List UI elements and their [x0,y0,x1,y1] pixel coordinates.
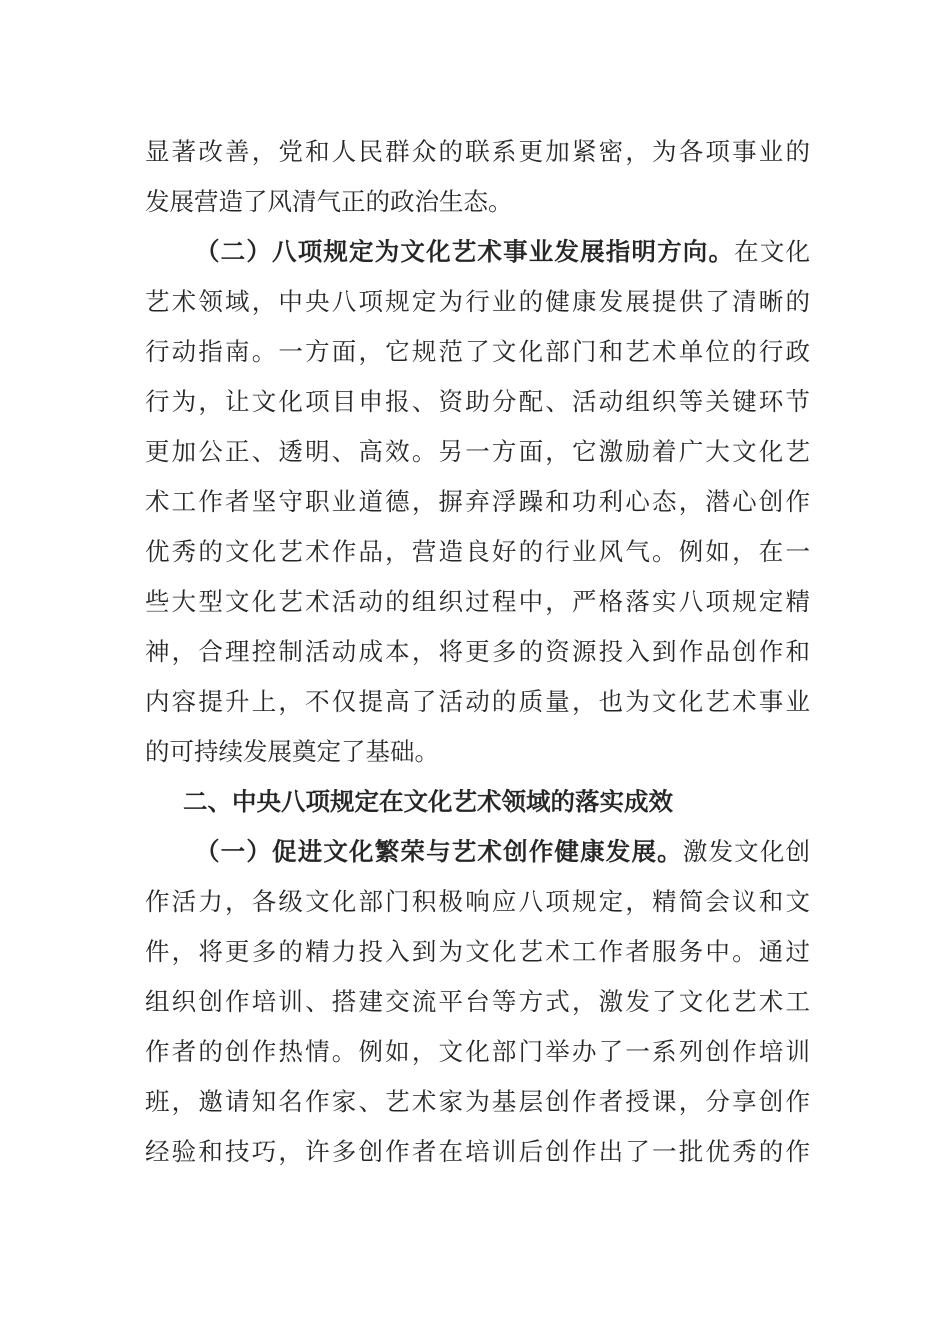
subsection-heading-line [195,827,810,877]
text-line: 更加公正、透明、高效。另一方面，它激励着广大文化艺 [145,437,810,466]
text-line: 件，将更多的精力投入到为文化艺术工作者服务中。通过 [145,937,810,966]
text-fragment: 激发文化创 [682,837,810,866]
text-line: 神，合理控制活动成本，将更多的资源投入到作品创作和 [145,637,810,666]
text-line: 发展营造了风清气正的政治生态。 [145,187,513,216]
text-line: 行为，让文化项目申报、资助分配、活动组织等关键环节 [145,387,810,416]
text-line: 经验和技巧，许多创作者在培训后创作出了一批优秀的作 [145,1137,810,1166]
subsection-heading-line [195,227,810,277]
subsection-heading: （一）促进文化繁荣与艺术创作健康发展。 [195,837,683,866]
text-line: 显著改善，党和人民群众的联系更加紧密，为各项事业的 [145,137,810,166]
subsection-heading: （二）八项规定为文化艺术事业发展指明方向。 [195,237,735,266]
text-line: 内容提升上，不仅提高了活动的质量，也为文化艺术事业 [145,687,810,716]
text-line: 艺术领域，中央八项规定为行业的健康发展提供了清晰的 [145,287,810,316]
section-heading: 二、中央八项规定在文化艺术领域的落实成效 [183,787,673,816]
text-line: 作活力，各级文化部门积极响应八项规定，精简会议和文 [145,887,810,916]
text-fragment: 在文化 [734,237,810,266]
text-line: 些大型文化艺术活动的组织过程中，严格落实八项规定精 [145,587,810,616]
text-line: 行动指南。一方面，它规范了文化部门和艺术单位的行政 [145,337,810,366]
text-line: 班，邀请知名作家、艺术家为基层创作者授课，分享创作 [145,1087,810,1116]
text-line: 的可持续发展奠定了基础。 [145,737,439,766]
text-line: 作者的创作热情。例如，文化部门举办了一系列创作培训 [145,1037,810,1066]
text-line: 组织创作培训、搭建交流平台等方式，激发了文化艺术工 [145,987,810,1016]
text-line: 术工作者坚守职业道德，摒弃浮躁和功利心态，潜心创作 [145,487,810,516]
text-line: 优秀的文化艺术作品，营造良好的行业风气。例如，在一 [145,537,810,566]
